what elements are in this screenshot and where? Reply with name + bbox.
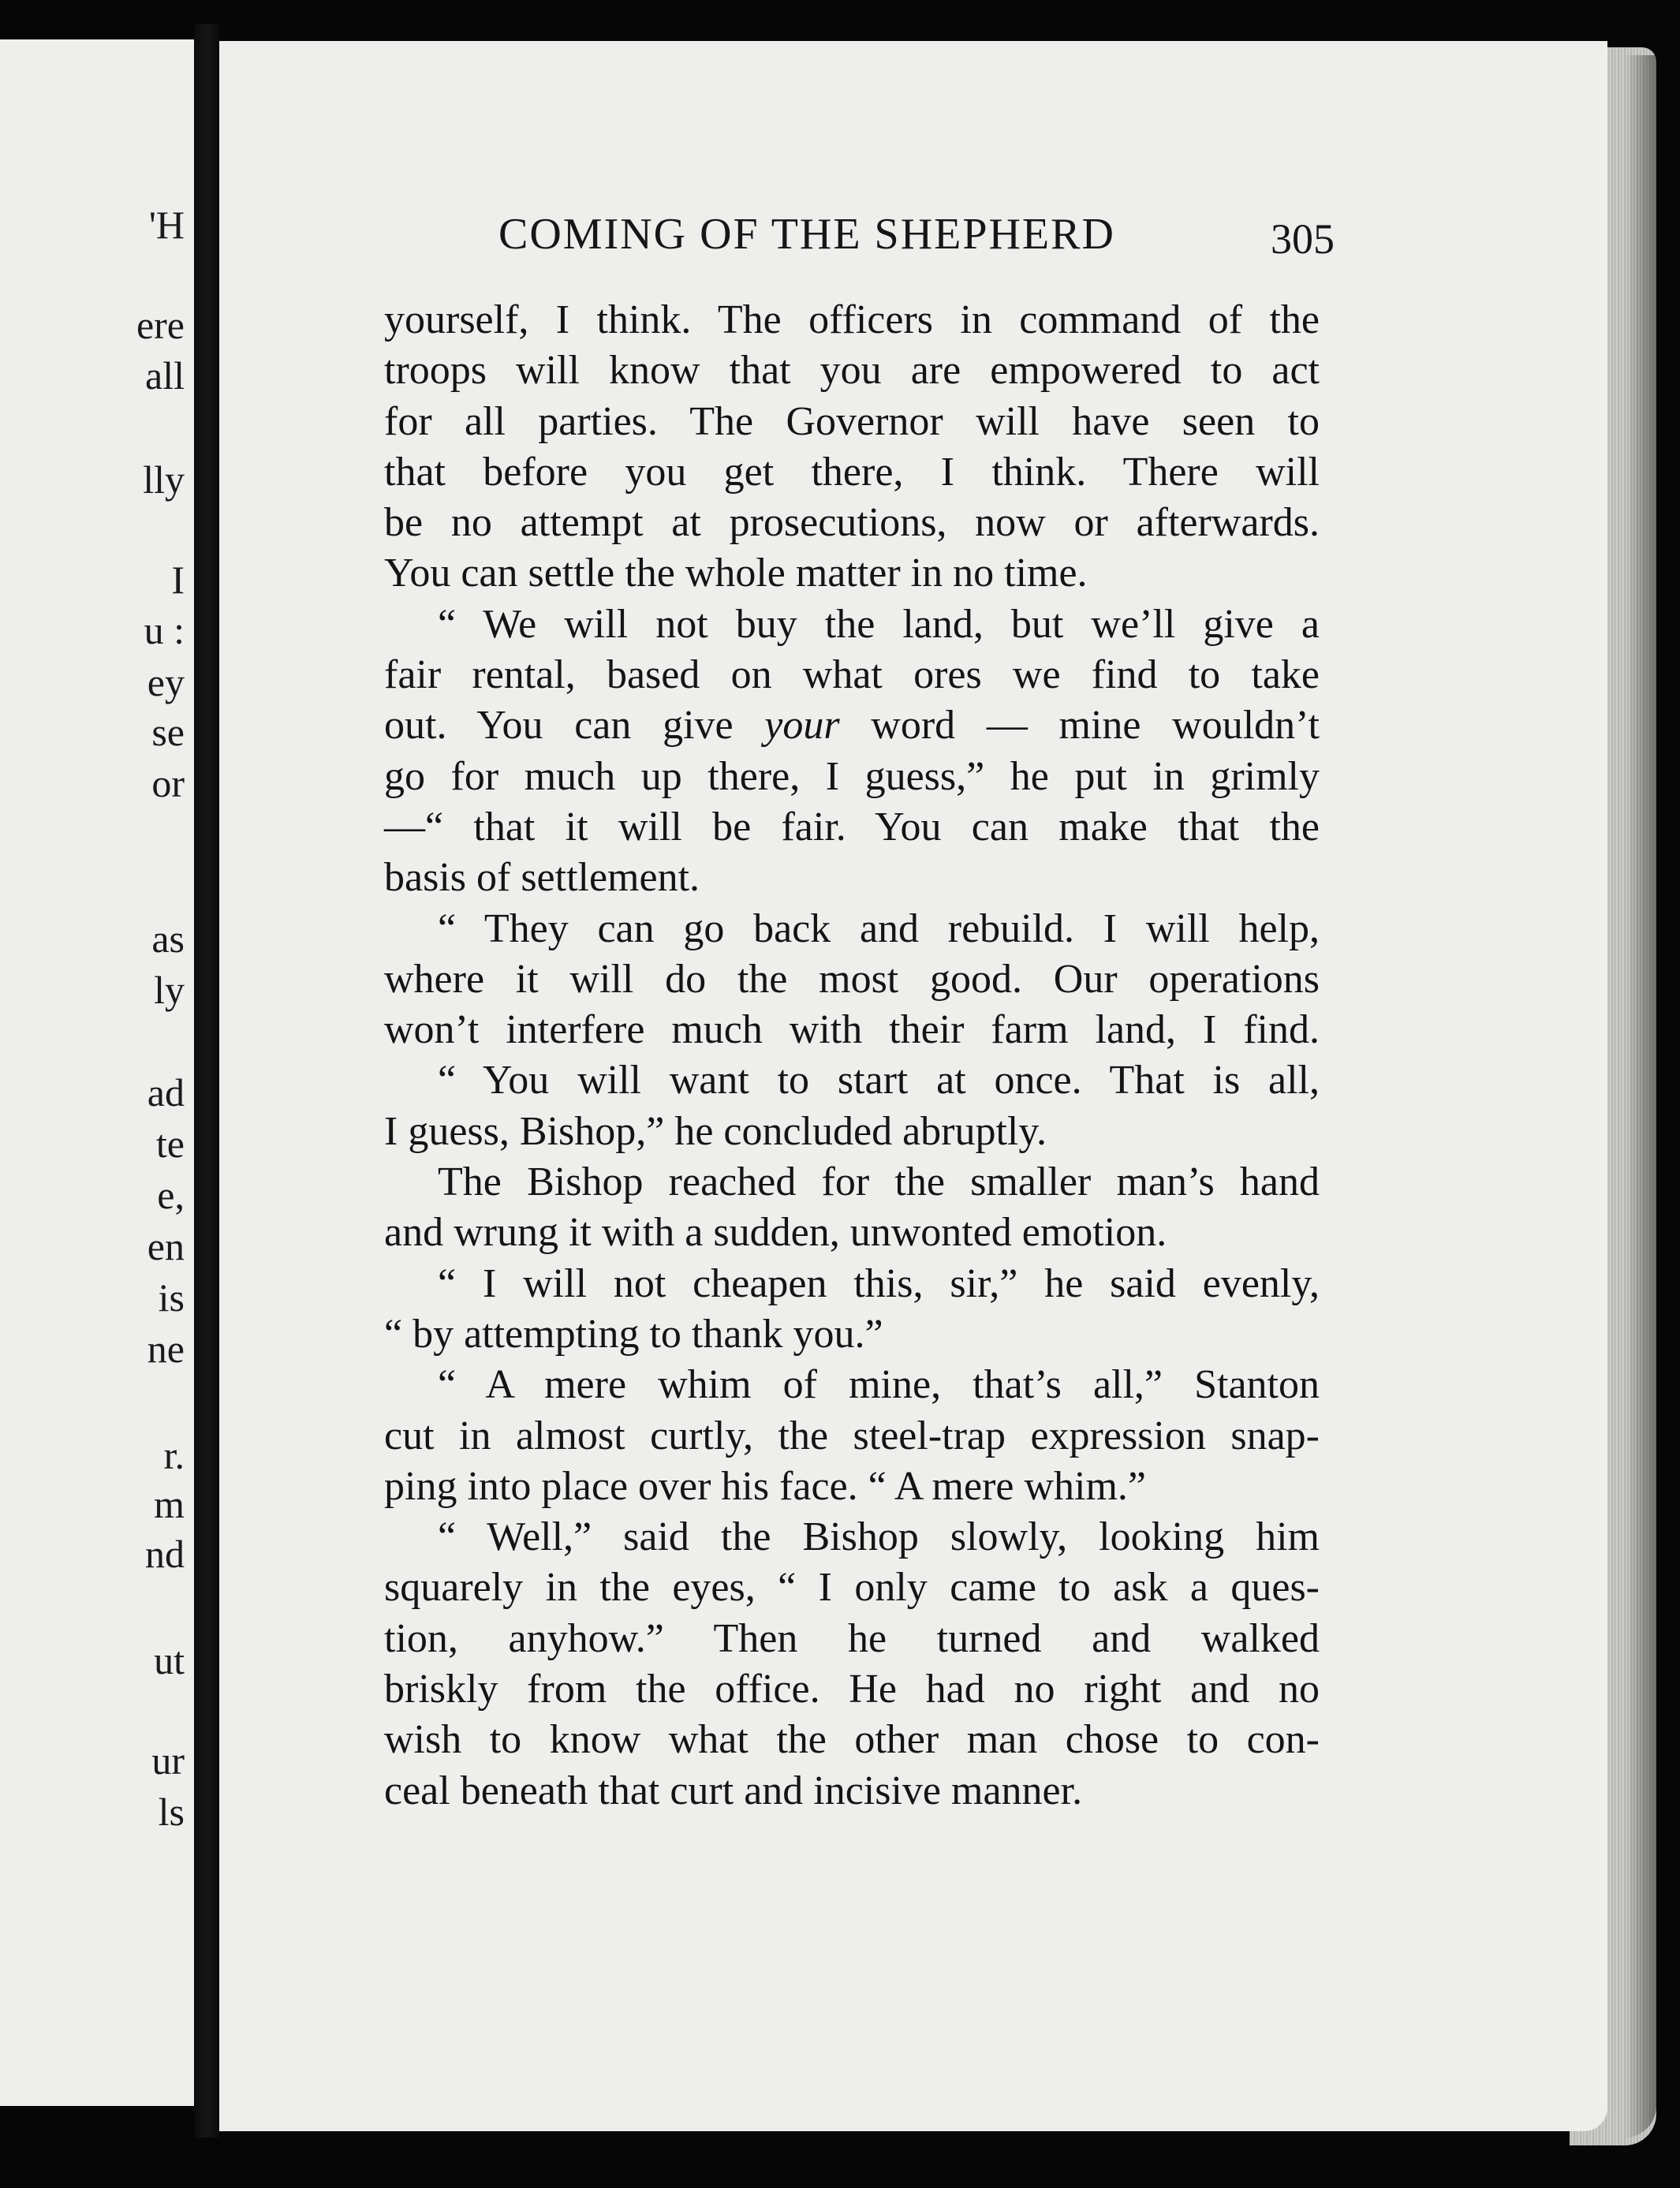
left-page-fragment: nd: [145, 1532, 185, 1576]
text-line: that before you get there, I think. There will: [384, 449, 1320, 495]
text-line: “ A mere whim of mine, that’s all,” Stanton: [438, 1362, 1320, 1408]
text-line: —“ that it will be fair. You can make that the: [384, 804, 1320, 849]
text-run: word — mine wouldn’t: [871, 703, 1320, 749]
text-line: “ You will want to start at once. That is all,: [438, 1058, 1320, 1103]
text-run: out. You can give: [384, 703, 734, 749]
left-page-fragment: m: [154, 1482, 185, 1526]
page-number: 305: [1271, 215, 1335, 263]
left-page-fragment: or: [151, 761, 185, 805]
page-edge-shadow: [1625, 55, 1656, 2138]
text-line: wish to know what the other man chose to con-: [384, 1717, 1320, 1763]
left-page-fragment: ad: [147, 1070, 185, 1115]
left-page-fragment: ey: [147, 660, 185, 704]
left-page-fragment: ut: [154, 1638, 185, 1682]
left-page-fragment: I: [171, 558, 185, 602]
text-line: cut in almost curtly, the steel-trap expression snap-: [384, 1413, 1320, 1458]
running-head: [498, 207, 1335, 262]
text-line: “ by attempting to thank you.”: [384, 1311, 883, 1357]
text-line: ceal beneath that curt and incisive manner.: [384, 1768, 1083, 1813]
left-page-fragment: te: [155, 1122, 185, 1166]
left-page-fragment: lly: [143, 457, 185, 502]
left-facing-page: [0, 39, 194, 2106]
body-text: [384, 295, 1320, 1816]
text-line: troops will know that you are empowered to act: [384, 348, 1320, 394]
text-line: “ We will not buy the land, but we’ll give a: [438, 601, 1320, 647]
left-page-fragment: as: [151, 917, 185, 961]
text-line: fair rental, based on what ores we find to take: [384, 652, 1320, 698]
left-page-fragment: ne: [147, 1327, 185, 1371]
running-head-title: COMING OF THE SHEPHERD: [498, 210, 1115, 259]
left-page-fragment: 'H: [148, 203, 185, 247]
text-line: for all parties. The Governor will have seen to: [384, 398, 1320, 444]
left-page-fragment: e,: [157, 1173, 185, 1217]
text-line: go for much up there, I guess,” he put in grimly: [384, 753, 1320, 799]
left-page-fragment: all: [145, 353, 185, 398]
text-line: briskly from the office. He had no right and no: [384, 1667, 1320, 1712]
left-page-fragment: en: [147, 1224, 185, 1268]
text-line: The Bishop reached for the smaller man’s hand: [438, 1159, 1320, 1205]
text-line: “ They can go back and rebuild. I will help,: [438, 905, 1320, 951]
text-line: won’t interfere much with their farm land, I find.: [384, 1007, 1320, 1053]
text-line: yourself, I think. The officers in command of the: [384, 297, 1320, 342]
left-page-fragment: ur: [151, 1738, 185, 1783]
left-page-fragment: r.: [163, 1433, 185, 1477]
text-line: where it will do the most good. Our operations: [384, 956, 1320, 1002]
text-line: I guess, Bishop,” he concluded abruptly.: [384, 1108, 1047, 1154]
text-line: basis of settlement.: [384, 855, 700, 901]
text-line: be no attempt at prosecutions, now or afterwards.: [384, 500, 1320, 546]
text-line: tion, anyhow.” Then he turned and walked: [384, 1615, 1320, 1661]
text-line: “ I will not cheapen this, sir,” he said evenly,: [438, 1260, 1320, 1306]
text-line: ping into place over his face. “ A mere whim.”: [384, 1463, 1147, 1509]
left-page-fragment: ly: [154, 968, 185, 1012]
text-line: squarely in the eyes, “ I only came to ask a ques-: [384, 1565, 1320, 1611]
book-binding-gutter: [194, 24, 219, 2138]
left-page-fragment: se: [151, 710, 185, 754]
left-page-fragment: u :: [144, 608, 185, 652]
left-page-fragment: ls: [158, 1790, 185, 1834]
text-line: You can settle the whole matter in no time.: [384, 551, 1088, 596]
text-line: and wrung it with a sudden, unwonted emotion.: [384, 1210, 1167, 1256]
left-page-fragment: is: [158, 1275, 185, 1320]
text-line: “ Well,” said the Bishop slowly, looking him: [438, 1514, 1320, 1560]
emphasis-word: your: [764, 703, 840, 749]
text-line-with-emphasis: [384, 700, 1320, 751]
left-page-fragment: ere: [136, 303, 185, 347]
